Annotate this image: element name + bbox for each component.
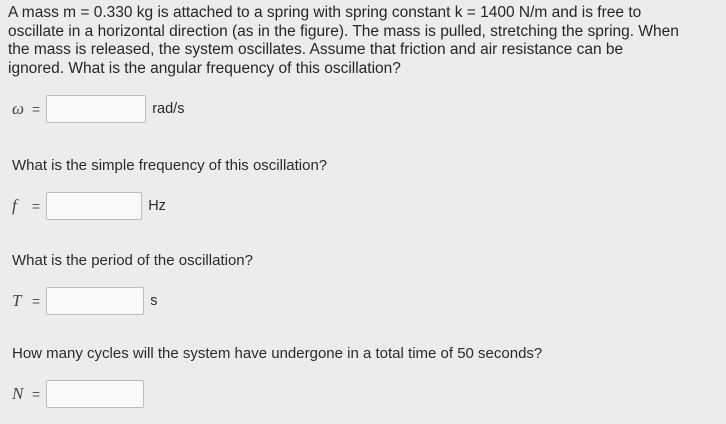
omega-symbol: ω [12,99,25,118]
equals-sign: = [32,386,41,402]
f-symbol: f [12,196,17,215]
frequency-question: What is the simple frequency of this oscillation? [12,157,328,174]
angular-frequency-row [12,95,184,123]
period-input[interactable] [46,287,144,315]
cycles-row [12,380,144,408]
equals-sign: = [32,293,41,309]
period-question: What is the period of the oscillation? [12,252,253,269]
frequency-unit: Hz [148,198,166,214]
angular-frequency-input[interactable] [46,95,146,123]
problem-line: ignored. What is the angular frequency of this oscillation? [8,59,401,77]
angular-frequency-unit: rad/s [152,101,185,117]
problem-line: A mass m = 0.330 kg is attached to a spring with spring constant k = 1400 N/m and is free to [8,4,642,21]
t-symbol: T [12,291,22,310]
n-symbol: N [12,384,24,403]
problem-line: oscillate in a horizontal direction (as in the figure). The mass is pulled, stretching the spring. When [8,22,679,40]
equals-sign: = [32,101,41,117]
problem-line: the mass is released, the system oscillates. Assume that friction and air resistance can be [8,41,624,58]
period-unit: s [150,293,158,309]
frequency-input[interactable] [46,192,142,220]
frequency-row [12,192,166,220]
problem-statement [8,4,720,78]
cycles-question: How many cycles will the system have undergone in a total time of 50 seconds? [12,345,543,362]
equals-sign: = [32,198,41,214]
cycles-input[interactable] [46,380,144,408]
period-row [12,287,157,315]
